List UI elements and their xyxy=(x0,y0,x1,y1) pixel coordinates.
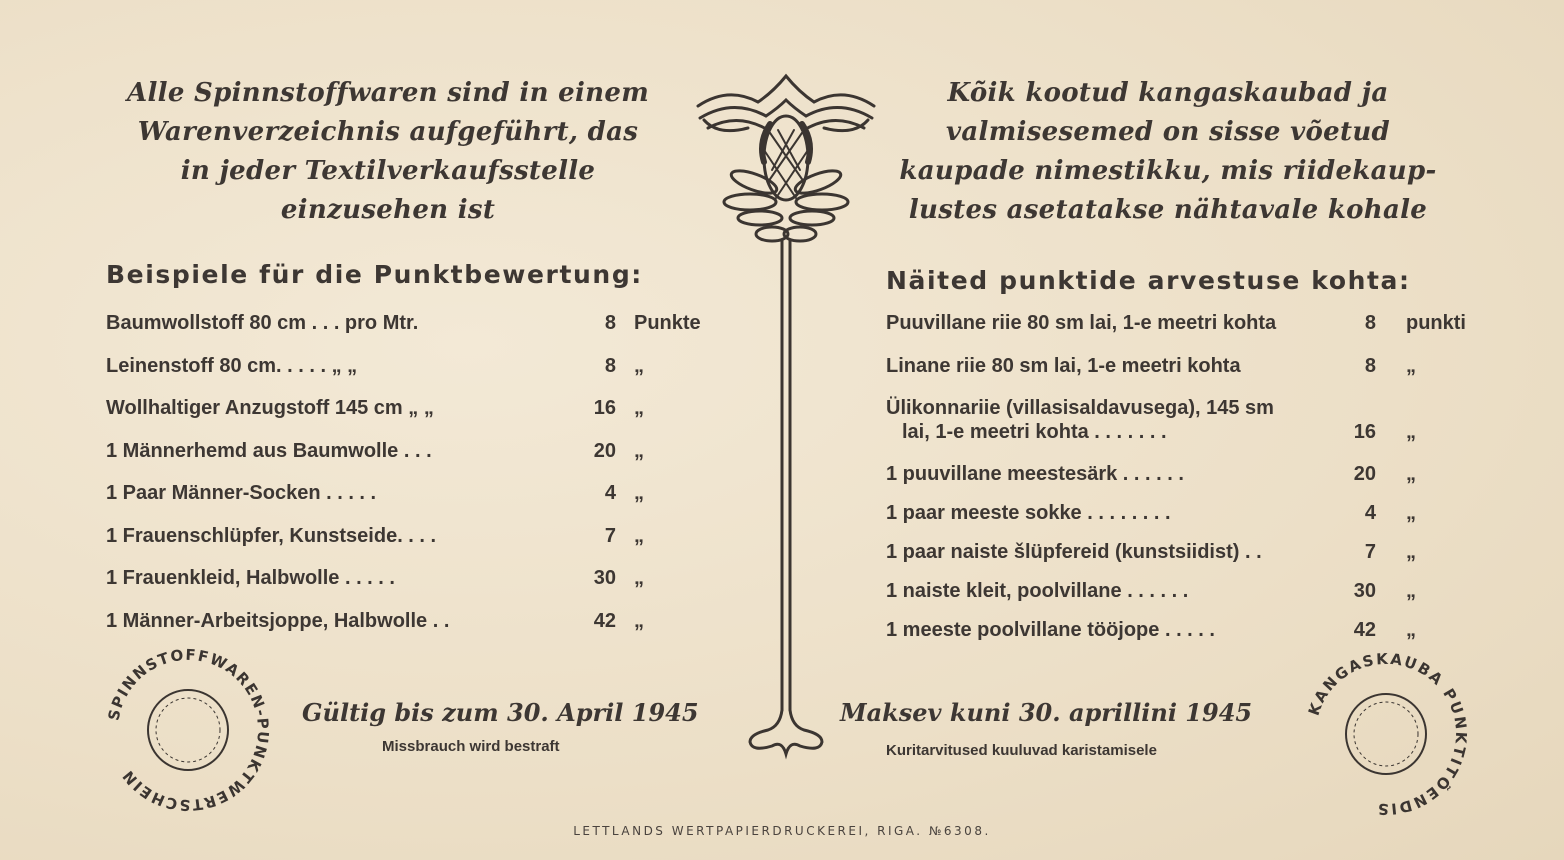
list-item xyxy=(886,351,1486,394)
intro-german xyxy=(88,74,688,230)
item-points: 8 xyxy=(1364,312,1376,334)
item-points: 42 xyxy=(593,609,616,632)
item-description: 1 paar meeste sokke . . . . . . . . xyxy=(886,502,1171,524)
item-description: 1 Männerhemd aus Baumwolle . . . xyxy=(106,439,432,462)
points-list-german xyxy=(106,308,706,648)
svg-text:KANGASKAUBA PUNKTITÕENDIS xyxy=(1305,650,1471,818)
item-description: 1 paar naiste šlüpfereid (kunstsiidist) . . xyxy=(886,541,1262,563)
intro-line: Alle Spinnstoffwaren sind in einem xyxy=(127,78,649,108)
item-description: Puuvillane riie 80 sm lai, 1-e meetri kohta xyxy=(886,312,1277,334)
emblem-placeholder-icon xyxy=(148,690,228,770)
examples-heading-german: Beispiele für die Punktbewertung: xyxy=(106,260,643,289)
list-item xyxy=(886,393,1486,459)
intro-line: einzusehen ist xyxy=(280,195,496,225)
item-points: 7 xyxy=(1364,541,1376,563)
list-item xyxy=(886,576,1486,615)
item-unit: „ xyxy=(1406,502,1416,524)
points-list-estonian xyxy=(886,308,1486,654)
item-unit: „ xyxy=(1406,421,1416,443)
item-unit: „ xyxy=(634,524,644,547)
warning-german: Missbrauch wird bestraft xyxy=(382,738,560,755)
item-description: 1 naiste kleit, poolvillane . . . . . . xyxy=(886,580,1189,602)
item-unit: „ xyxy=(1406,354,1416,377)
item-points: 4 xyxy=(1364,502,1376,524)
item-unit: „ xyxy=(1406,580,1416,602)
item-description: Ülikonnariie (villasisaldavusega), 145 sm xyxy=(886,397,1274,419)
item-description: Leinenstoff 80 cm. . . . . „ „ xyxy=(106,354,358,377)
item-description: Wollhaltiger Anzugstoff 145 cm „ „ xyxy=(106,397,434,419)
item-unit: „ xyxy=(634,609,644,632)
item-description: 1 Männer-Arbeitsjoppe, Halbwolle . . xyxy=(106,609,450,632)
item-points: 16 xyxy=(1353,421,1376,443)
intro-line: Warenverzeichnis aufgeführt, das xyxy=(137,117,639,147)
validity-german: Gültig bis zum 30. April 1945 xyxy=(302,698,699,727)
list-item xyxy=(886,308,1486,351)
item-unit: „ xyxy=(1406,463,1416,485)
item-points: 42 xyxy=(1353,619,1376,641)
list-item xyxy=(886,498,1486,537)
item-points: 20 xyxy=(593,439,616,462)
item-points: 20 xyxy=(1353,463,1376,485)
item-description: 1 Frauenkleid, Halbwolle . . . . . xyxy=(106,567,395,589)
intro-line: valmisesemed on sisse võetud xyxy=(945,117,1391,147)
list-item xyxy=(106,351,706,394)
examples-heading-estonian: Näited punktide arvestuse kohta: xyxy=(886,266,1411,295)
item-unit: punkti xyxy=(1406,312,1466,334)
list-item xyxy=(886,459,1486,498)
item-description: 1 Frauenschlüpfer, Kunstseide. . . . xyxy=(106,524,437,547)
item-points: 16 xyxy=(593,397,616,419)
item-unit: „ xyxy=(634,354,644,377)
seal-stamp-german xyxy=(98,640,278,820)
item-unit: „ xyxy=(1406,541,1416,563)
list-item xyxy=(106,393,706,436)
item-description: Linane riie 80 sm lai, 1-e meetri kohta xyxy=(886,354,1241,377)
intro-line: in jeder Textilverkaufsstelle xyxy=(180,156,596,186)
seal-stamp-estonian xyxy=(1296,644,1476,824)
item-unit: „ xyxy=(634,397,644,419)
seal-ring-text: SPINNSTOFFWAREN-PUNKTWERTSCHEIN xyxy=(104,645,273,815)
item-description: 1 meeste poolvillane tööjope . . . . . xyxy=(886,619,1215,641)
intro-estonian xyxy=(868,74,1468,230)
printer-imprint: LETTLANDS WERTPAPIERDRUCKEREI, RIGA. №6308. xyxy=(573,824,991,838)
list-item xyxy=(106,478,706,521)
item-points: 30 xyxy=(593,567,616,589)
emblem-placeholder-icon xyxy=(1346,694,1426,774)
list-item xyxy=(106,563,706,606)
item-points: 8 xyxy=(604,312,616,334)
warning-estonian: Kuritarvitused kuuluvad karistamisele xyxy=(886,742,1157,759)
intro-line: lustes asetatakse nähtavale kohale xyxy=(908,195,1428,225)
svg-text:SPINNSTOFFWAREN-PUNKTWERTSCHEI xyxy=(105,646,273,814)
item-unit: „ xyxy=(634,567,644,589)
list-item xyxy=(106,521,706,564)
item-description: 1 puuvillane meestesärk . . . . . . xyxy=(886,463,1184,485)
intro-line: Kõik kootud kangaskaubad ja xyxy=(947,78,1389,108)
seal-ring-text: KANGASKAUBA PUNKTITÕENDIS xyxy=(1304,649,1471,819)
item-unit: „ xyxy=(634,439,644,462)
central-ornament-icon xyxy=(688,70,884,760)
item-points: 30 xyxy=(1353,580,1376,602)
list-item xyxy=(106,436,706,479)
intro-line: kaupade nimestikku, mis riidekaup- xyxy=(899,156,1437,186)
item-unit: „ xyxy=(1406,619,1416,641)
item-points: 7 xyxy=(604,524,616,547)
item-description: Baumwollstoff 80 cm . . . pro Mtr. xyxy=(106,312,419,334)
validity-estonian: Maksev kuni 30. aprillini 1945 xyxy=(840,698,1253,727)
item-unit: Punkte xyxy=(634,312,701,334)
item-points: 8 xyxy=(604,354,616,377)
list-item xyxy=(106,308,706,351)
item-points: 4 xyxy=(604,482,616,504)
item-description: 1 Paar Männer-Socken . . . . . xyxy=(106,482,377,504)
item-points: 8 xyxy=(1364,354,1376,377)
item-description-continued: lai, 1-e meetri kohta . . . . . . . xyxy=(902,421,1167,443)
item-unit: „ xyxy=(634,482,644,504)
list-item xyxy=(886,537,1486,576)
